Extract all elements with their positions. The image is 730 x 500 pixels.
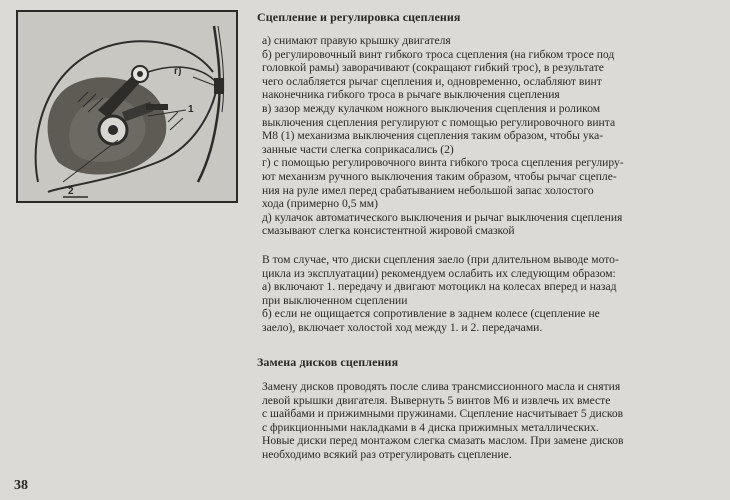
text-line: цикла из эксплуатации) рекомендуем ослабить их следующим образом: bbox=[262, 266, 616, 280]
text-line: а) включают 1. передачу и двигают мотоцикл на колесах вперед и назад bbox=[262, 280, 617, 294]
text-line: хода (примерно 0,5 мм) bbox=[262, 197, 378, 211]
text-line: смазывают слегка консистентной жировой смазкой bbox=[262, 224, 515, 238]
text-line: выключения сцепления регулируют с помощью регулировочного винта bbox=[262, 115, 616, 129]
text-line: чего ослабляется рычаг сцепления и, одновременно, ослабляют винт bbox=[262, 74, 602, 88]
text-line: В том случае, что диски сцепления заело (при длительном выводе мото- bbox=[262, 253, 619, 266]
section-title-clutch-adjustment: Сцепление и регулировка сцепления bbox=[257, 10, 461, 24]
section-title-disc-replacement: Замена дисков сцепления bbox=[257, 355, 399, 369]
text-line: Замену дисков проводять после слива трансмиссионного масла и снятия bbox=[262, 380, 621, 393]
figure-label-g: г) bbox=[174, 66, 182, 77]
text-line: в) зазор между кулачком ножного выключения сцепления и роликом bbox=[262, 102, 601, 115]
text-line: с шайбами и прижимными пружинами. Сцепление насчитывает 5 дисков bbox=[262, 407, 624, 421]
text-line: наконечника гибкого троса в рычаге выключения сцепления bbox=[262, 88, 560, 102]
text-line: при выключенном сцеплении bbox=[262, 293, 408, 307]
text-line: г) с помощью регулировочного винта гибкого троса сцепления регулиру- bbox=[262, 156, 624, 170]
text-line: головкой рамы) заворачивают (сокращают гибкий трос), в результате bbox=[262, 61, 604, 75]
text-line: необходимо всякий раз отрегулировать сцепление. bbox=[262, 448, 512, 461]
text-line: заело), включает холостой ход между 1. и 2. передачами. bbox=[262, 321, 543, 334]
text-line: М8 (1) механизма выключения сцепления таким образом, чтобы ука- bbox=[262, 129, 604, 143]
text-line: д) кулачок автоматического выключения и рычаг выключения сцепления bbox=[262, 210, 623, 224]
text-line: а) снимают правую крышку двигателя bbox=[262, 34, 451, 47]
text-line: ют механизм ручного выключения таким образом, чтобы рычаг сцепле- bbox=[262, 170, 617, 183]
clutch-drawing bbox=[18, 12, 236, 201]
text-line: левой крышки двигателя. Вывернуть 5 винтов М6 и извлечь их вместе bbox=[262, 393, 611, 407]
figure-label-2: 2 bbox=[68, 186, 74, 197]
text-line: б) если не ощищается сопротивление в заднем колесе (сцепление не bbox=[262, 307, 600, 321]
clutch-mechanism-figure bbox=[16, 10, 238, 203]
page-number: 38 bbox=[14, 478, 28, 493]
figure-label-1: 1 bbox=[188, 104, 194, 115]
text-line: б) регулировочный винт гибкого троса сцепления (на гибком тросе под bbox=[262, 47, 615, 61]
text-line: занные части слегка соприкасались (2) bbox=[262, 142, 454, 156]
text-line: с фрикционными накладками в 4 диска прижимных металлических. bbox=[262, 420, 599, 434]
text-line: Новые диски перед монтажом слегка смазать маслом. При замене дисков bbox=[262, 434, 624, 448]
text-line: ния на руле имел перед срабатыванием небольшой запас холостого bbox=[262, 183, 594, 197]
